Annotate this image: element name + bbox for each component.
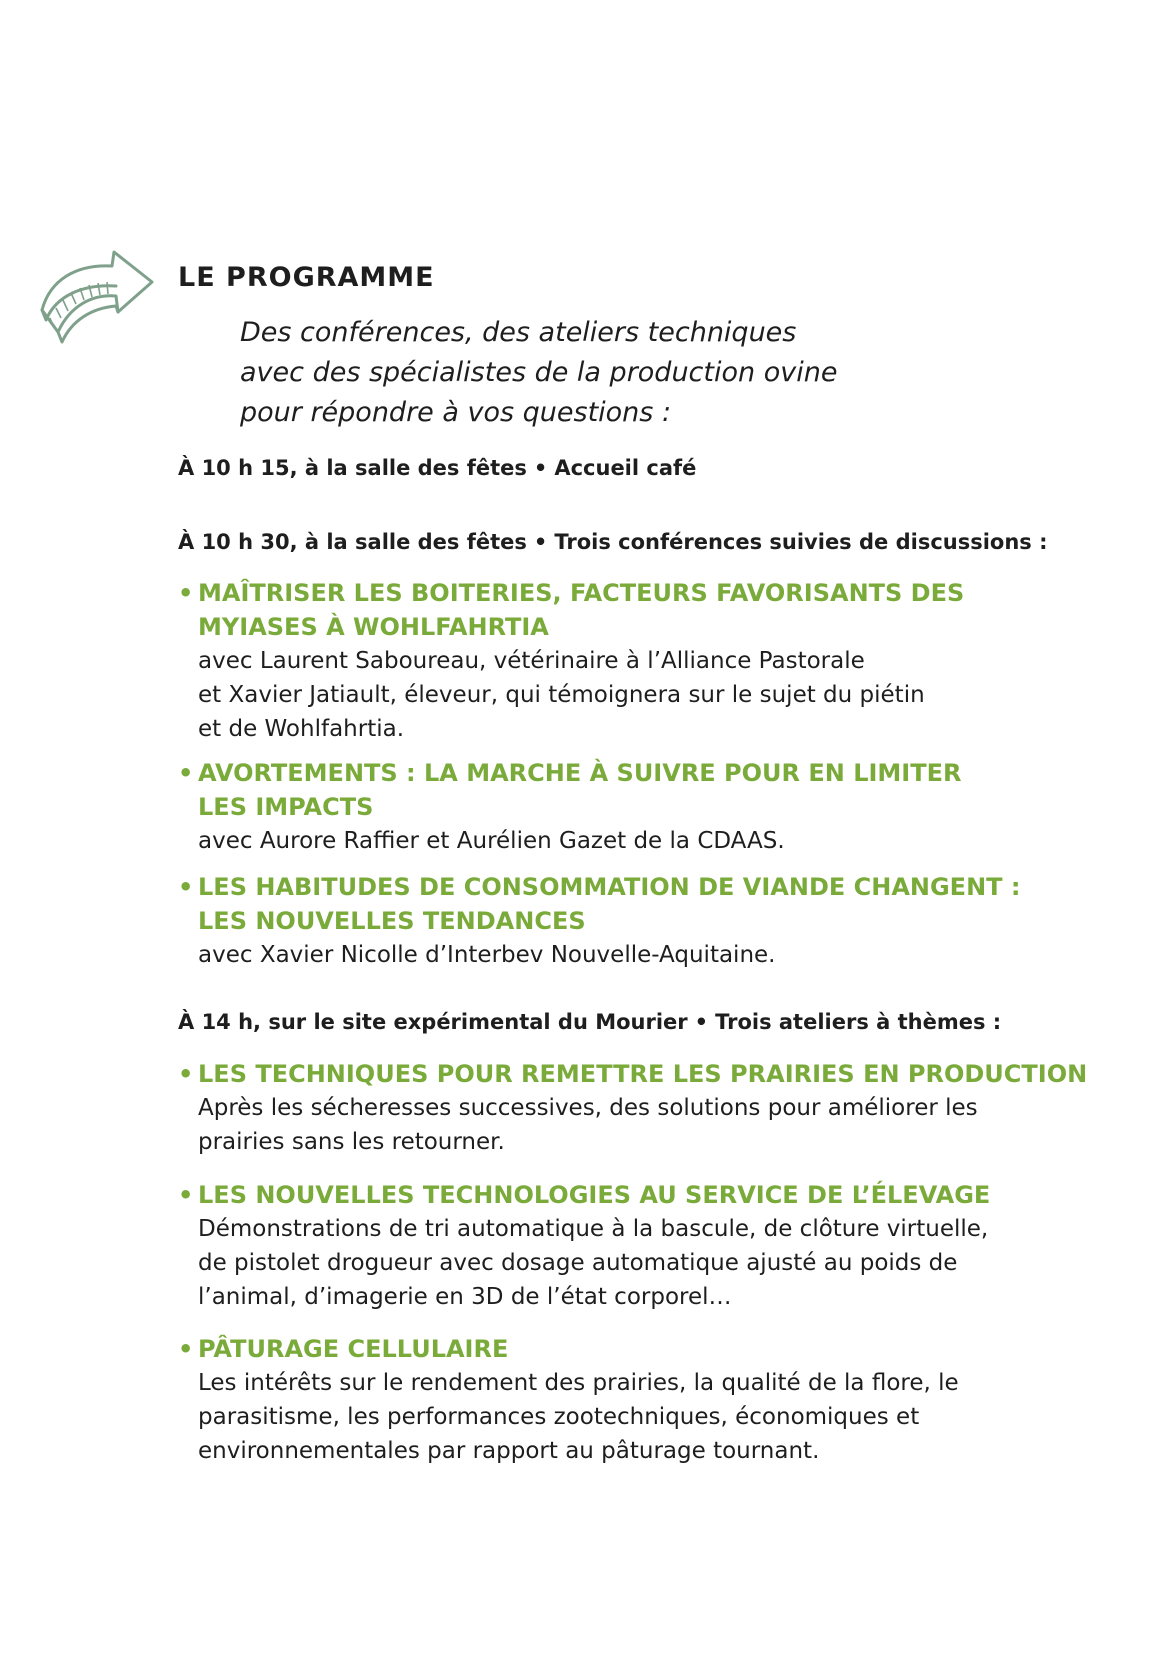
item-description [178,1366,1108,1468]
item-description [178,1091,1108,1159]
item-description [178,824,1108,858]
item-description [178,1212,1108,1314]
item-title [178,1178,1108,1212]
item-desc-line: prairies sans les retourner. [198,1129,505,1155]
item-desc-line: l’animal, d’imagerie en 3D de l’état corporel… [198,1284,732,1310]
item-desc-line: avec Aurore Raffier et Aurélien Gazet de la CDAAS. [198,828,785,854]
item-description [178,644,1108,746]
session-label: Trois conférences suivies de discussions : [554,530,1048,554]
item-title-line: MYIASES À WOHLFAHRTIA [198,613,549,641]
item-title-line: LES NOUVELLES TENDANCES [198,907,586,935]
bullet: • [178,873,194,901]
item-title-line: LES NOUVELLES TECHNOLOGIES AU SERVICE DE L’ÉLEVAGE [198,1181,991,1209]
intro-line: pour répondre à vos questions : [240,397,672,428]
conference-item-boiteries [178,576,1108,746]
intro-line: avec des spécialistes de la production ovine [240,357,838,388]
bullet: • [178,579,194,607]
bullet: • [178,1060,194,1088]
bullet: • [178,759,194,787]
item-title-line: LES TECHNIQUES POUR REMETTRE LES PRAIRIES EN PRODUCTION [198,1060,1088,1088]
session-heading-morning-welcome [178,456,696,480]
item-desc-line: parasitisme, les performances zootechniques, économiques et [198,1404,920,1430]
item-title-line: LES IMPACTS [198,793,374,821]
item-title-line: LES HABITUDES DE CONSOMMATION DE VIANDE CHANGENT : [198,873,1021,901]
item-desc-line: Après les sécheresses successives, des solutions pour améliorer les [198,1095,978,1121]
session-separator: • [694,1010,709,1034]
item-title [178,576,1108,644]
session-separator: • [533,530,548,554]
item-desc-line: Démonstrations de tri automatique à la bascule, de clôture virtuelle, [198,1216,989,1242]
item-title [178,1332,1108,1366]
item-title-line: PÂTURAGE CELLULAIRE [198,1335,509,1363]
workshop-item-technologies [178,1178,1108,1314]
session-heading-conferences [178,530,1048,554]
item-desc-line: avec Laurent Saboureau, vétérinaire à l’Alliance Pastorale [198,648,865,674]
bullet: • [178,1181,194,1209]
conference-item-consommation [178,870,1108,972]
intro-line: Des conférences, des ateliers techniques [240,317,797,348]
item-desc-line: et de Wohlfahrtia. [198,716,405,742]
session-label: Trois ateliers à thèmes : [715,1010,1002,1034]
item-desc-line: Les intérêts sur le rendement des prairies, la qualité de la flore, le [198,1370,959,1396]
session-time-place: À 10 h 30, à la salle des fêtes [178,530,527,554]
session-heading-ateliers [178,1010,1001,1034]
item-title-line: MAÎTRISER LES BOITERIES, FACTEURS FAVORISANTS DES [198,579,965,607]
conference-item-avortements [178,756,1108,858]
session-time-place: À 10 h 15, à la salle des fêtes [178,456,527,480]
item-desc-line: de pistolet drogueur avec dosage automatique ajusté au poids de [198,1250,958,1276]
curved-arrow-icon [36,240,166,350]
item-description [178,938,1108,972]
item-desc-line: et Xavier Jatiault, éleveur, qui témoignera sur le sujet du piétin [198,682,925,708]
session-time-place: À 14 h, sur le site expérimental du Mourier [178,1010,688,1034]
item-desc-line: avec Xavier Nicolle d’Interbev Nouvelle-Aquitaine. [198,942,776,968]
workshop-item-paturage [178,1332,1108,1468]
page-title: LE PROGRAMME [178,262,435,293]
item-title [178,756,1108,824]
workshop-item-prairies [178,1057,1108,1159]
session-label: Accueil café [554,456,697,480]
item-title [178,870,1108,938]
item-title-line: AVORTEMENTS : LA MARCHE À SUIVRE POUR EN LIMITER [198,759,962,787]
item-desc-line: environnementales par rapport au pâturage tournant. [198,1438,820,1464]
intro-text [240,313,940,433]
session-separator: • [533,456,548,480]
bullet: • [178,1335,194,1363]
item-title [178,1057,1108,1091]
